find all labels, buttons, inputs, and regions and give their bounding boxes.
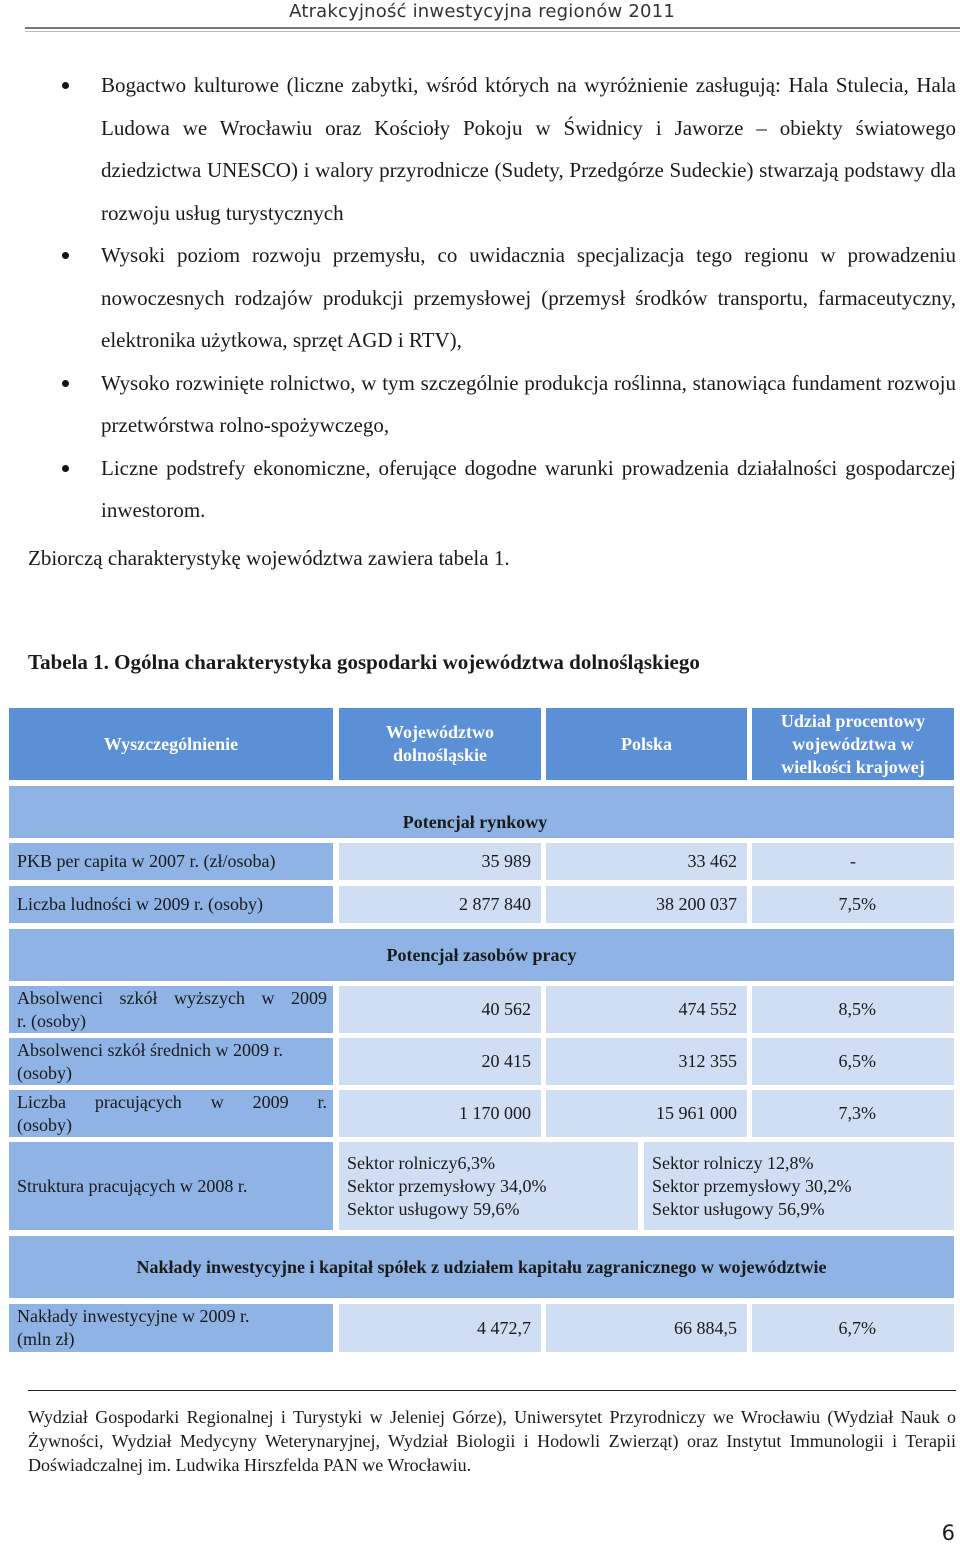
row-investment-share: 6,7% (752, 1304, 954, 1352)
header-share-line3: wielkości krajowej (781, 756, 925, 777)
header-region-line2: dolnośląskie (392, 745, 488, 765)
row-higher-grads-share: 8,5% (752, 986, 954, 1033)
row-population-label: Liczba ludności w 2009 r. (osoby) (9, 886, 333, 923)
structure-poland-line: Sektor usługowy 56,9% (652, 1198, 825, 1219)
row-pkb-poland: 33 462 (546, 843, 747, 880)
row-employed-region: 1 170 000 (339, 1090, 541, 1137)
row-structure-region (339, 1142, 638, 1230)
row-employed-label-line2: (osoby) (17, 1114, 72, 1135)
row-secondary-grads-label-line2: (osoby) (17, 1062, 72, 1083)
structure-region-line: Sektor usługowy 59,6% (347, 1198, 520, 1219)
header-share-line2: województwa w (792, 733, 914, 754)
row-structure-poland (644, 1142, 954, 1230)
row-population-poland: 38 200 037 (546, 886, 747, 923)
row-investment-label (9, 1304, 333, 1352)
row-higher-grads-label-line1: Absolwenci szkół wyższych w 2009 (17, 987, 327, 1008)
page-number: 6 (941, 1521, 955, 1545)
section-labor (9, 929, 954, 981)
header-share-line1: Udział procentowy (780, 710, 926, 731)
header-item (9, 708, 333, 780)
row-population-region: 2 877 840 (339, 886, 541, 923)
bullet-item (28, 64, 956, 234)
bullet-item (28, 234, 956, 362)
row-pkb-label: PKB per capita w 2007 r. (zł/osoba) (9, 843, 333, 880)
section-market-label: Potencjał rynkowy (402, 812, 548, 832)
bullet-dot-icon (62, 252, 69, 259)
running-header-title: Atrakcyjność inwestycyjna regionów 2011 (289, 1, 675, 22)
header-rule-thin (25, 31, 960, 32)
row-employed-label (9, 1090, 333, 1137)
row-employed-share: 7,3% (752, 1090, 954, 1137)
bullet-list (28, 64, 956, 532)
row-investment-label-line1: Nakłady inwestycyjne w 2009 r. (17, 1306, 250, 1326)
footnote-rule (28, 1390, 956, 1391)
bullet-text: Wysoki poziom rozwoju przemysłu, co uwidacznia specjalizacja tego regionu w prowadzeniu nowoczesnych rodzajów produkcji przemysłowej (przemysł środków transportu, farmaceutyczny, elektronika użytkowa, sprzęt AGD i RTV), (101, 243, 956, 352)
row-secondary-grads-region: 20 415 (339, 1038, 541, 1085)
row-pkb-region: 35 989 (339, 843, 541, 880)
bullet-text: Wysoko rozwinięte rolnictwo, w tym szczególnie produkcja roślinna, stanowiąca fundament rozwoju przetwórstwa rolno-spożywczego, (101, 370, 956, 437)
header-label: Wyszczególnienie (103, 733, 239, 754)
summary-sentence: Zbiorczą charakterystykę województwa zawiera tabela 1. (28, 546, 510, 570)
row-secondary-grads-label-line1: Absolwenci szkół średnich w 2009 r. (17, 1039, 283, 1060)
row-structure-label: Struktura pracujących w 2008 r. (9, 1142, 333, 1230)
row-investment-poland: 66 884,5 (546, 1304, 747, 1352)
section-investment (9, 1236, 954, 1298)
row-employed-poland: 15 961 000 (546, 1090, 747, 1137)
row-secondary-grads-share: 6,5% (752, 1038, 954, 1085)
bullet-dot-icon (62, 82, 69, 89)
header-region-line1: Województwo (386, 722, 494, 742)
structure-poland-line: Sektor rolniczy 12,8% (652, 1152, 814, 1173)
row-higher-grads-label-line2: r. (osoby) (17, 1010, 86, 1031)
row-secondary-grads-label (9, 1038, 333, 1085)
section-labor-label: Potencjał zasobów pracy (386, 944, 577, 965)
structure-region-line: Sektor rolniczy6,3% (347, 1152, 495, 1173)
section-investment-label: Nakłady inwestycyjne i kapitał spółek z udziałem kapitału zagranicznego w województwie (136, 1256, 827, 1277)
header-poland-label: Polska (620, 733, 672, 754)
row-higher-grads-region: 40 562 (339, 986, 541, 1033)
header-region (339, 708, 541, 780)
row-population-share: 7,5% (752, 886, 954, 923)
row-higher-grads-label (9, 986, 333, 1033)
row-employed-label-line1: Liczba pracujących w 2009 r. (17, 1091, 327, 1112)
table-caption: Tabela 1. Ogólna charakterystyka gospodarki województwa dolnośląskiego (28, 650, 700, 674)
section-market (9, 786, 954, 838)
bullet-dot-icon (62, 465, 69, 472)
bullet-text: Bogactwo kulturowe (liczne zabytki, wśród których na wyróżnienie zasługują: Hala Stulecia, Hala Ludowa we Wrocławiu oraz Kościoły Pokoju w Świdnicy i Jaworze – obiekty światowego dziedzictwa UNESCO) i walory przyrodnicze (Sudety, Przedgórze Sudeckie) stwarzają podstawy dla rozwoju usług turystycznych (101, 73, 956, 225)
row-investment-region: 4 472,7 (339, 1304, 541, 1352)
header-rule (25, 27, 960, 29)
footnote-text: Wydział Gospodarki Regionalnej i Turystyki w Jeleniej Górze), Uniwersytet Przyrodniczy we Wrocławiu (Wydział Nauk o Żywności, Wydział Medycyny Weterynaryjnej, Wydział Biologii i Hodowli Zwierząt) oraz Instytut Immunologii i Terapii Doświadczalnej im. Ludwika Hirszfelda PAN we Wrocławiu. (28, 1407, 956, 1475)
bullet-text: Liczne podstrefy ekonomiczne, oferujące dogodne warunki prowadzenia działalności gospodarczej inwestorom. (101, 455, 956, 522)
structure-region-line: Sektor przemysłowy 34,0% (347, 1175, 547, 1196)
bullet-dot-icon (62, 380, 69, 387)
bullet-item (28, 362, 956, 447)
structure-poland-line: Sektor przemysłowy 30,2% (652, 1175, 852, 1196)
row-secondary-grads-poland: 312 355 (546, 1038, 747, 1085)
header-poland (546, 708, 747, 780)
bullet-item (28, 447, 956, 532)
header-share (752, 708, 954, 780)
row-investment-label-line2: (mln zł) (17, 1329, 75, 1349)
row-pkb-share: - (752, 843, 954, 880)
row-higher-grads-poland: 474 552 (546, 986, 747, 1033)
